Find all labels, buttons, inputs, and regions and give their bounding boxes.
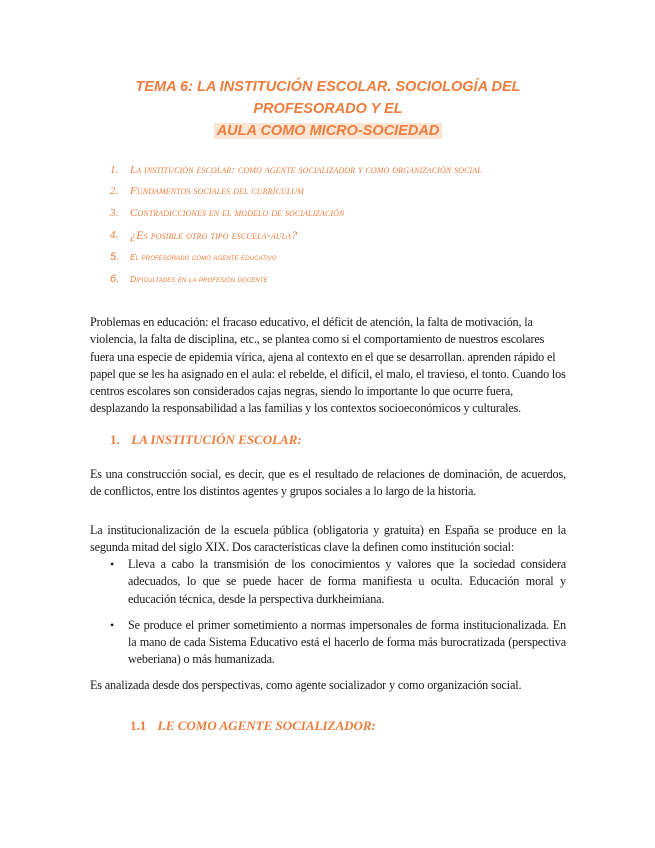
toc-item: 4. ¿Es posible otro tipo escuela-aula? bbox=[110, 228, 298, 242]
bullet-dot-icon: • bbox=[110, 617, 115, 632]
definition-paragraph: Es una construcción social, es decir, que es el resultado de relaciones de dominación, de acuerdos, de conflictos, entre los distintos agentes y grupos sociales a lo largo de la historia. bbox=[90, 467, 566, 499]
toc-item: 1. La institución escolar: como agente socializador y como organización social bbox=[110, 164, 482, 176]
document-title bbox=[88, 76, 568, 142]
bullet-dot-icon: • bbox=[110, 557, 115, 571]
title-line-2: AULA COMO MICRO-SOCIEDAD bbox=[214, 123, 443, 139]
toc-item: 3. Contradicciones en el modelo de socialización bbox=[110, 207, 345, 219]
toc-item: 2. Fundamentos sociales del currículum bbox=[110, 185, 304, 197]
section-heading-1-1: 1.1 I.E COMO AGENTE SOCIALIZADOR: bbox=[130, 718, 376, 733]
bullet-list bbox=[110, 556, 566, 678]
table-of-contents bbox=[110, 160, 580, 290]
section-heading-1: 1. LA INSTITUCIÓN ESCOLAR: bbox=[110, 432, 302, 447]
intro-paragraph: Problemas en educación: el fracaso educativo, el déficit de atención, la falta de motivación, la violencia, la falta de disciplina, etc., se plantea como si el comportamiento de nuestros escolares fuera una especie de epidemia vírica, ajena al contexto en el que se desarrollan. aprenden rápido el papel que se les ha asignado en el aula: el rebelde, el difícil, el malo, el travieso, el tonto. Cuando los centros escolares son considerados cajas negras, siendo lo importante lo que ocurre fuera, desplazando la responsabilidad a las familias y los contextos socioeconómicos y culturales. bbox=[90, 315, 566, 416]
perspectives-paragraph: Es analizada desde dos perspectivas, como agente socializador y como organización social. bbox=[90, 678, 522, 692]
bullet-item: • Se produce el primer sometimiento a normas impersonales de forma institucionalizada. En la mano de cada Sistema Educativo está el hacerlo de forma más burocratizada (perspectiva weberiana) o más humanizada. bbox=[110, 617, 566, 667]
toc-item: 6. Dificultades en la profesión docente bbox=[110, 273, 268, 285]
title-line-1: TEMA 6: LA INSTITUCIÓN ESCOLAR. SOCIOLOGÍA DEL PROFESORADO Y EL bbox=[135, 79, 521, 117]
toc-item: 5. El profesorado como agente educativo bbox=[110, 251, 277, 263]
institutionalization-paragraph: La institucionalización de la escuela pública (obligatoria y gratuita) en España se produce en la segunda mitad del siglo XIX. Dos características clave la definen como institución social: bbox=[90, 523, 566, 555]
bullet-item: • Lleva a cabo la transmisión de los conocimientos y valores que la sociedad considera adecuados, lo que se puede hacer de forma manifiesta u oculta. Educación moral y educación técnica, desde la perspectiva durkheimiana. bbox=[110, 557, 566, 606]
